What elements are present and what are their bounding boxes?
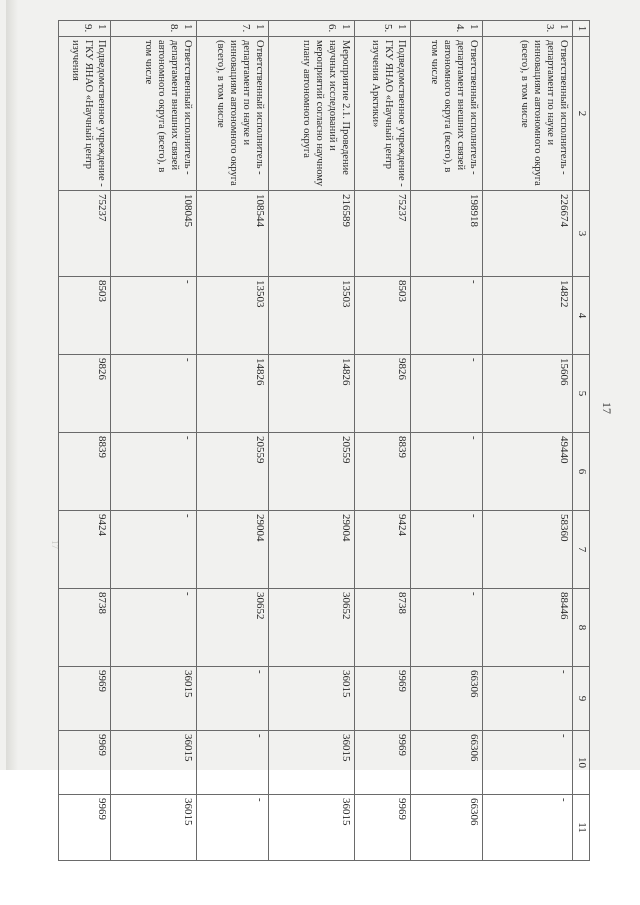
cell-c8: - — [411, 589, 483, 667]
table-row — [483, 21, 573, 861]
cell-c5: 9826 — [355, 355, 411, 433]
cell-c7: 29004 — [197, 511, 269, 589]
cell-c3: 75237 — [59, 191, 111, 277]
col-header: 8 — [573, 589, 590, 667]
row-number: 18. — [111, 21, 197, 37]
rotated-table-frame — [40, 20, 630, 860]
cell-c8: - — [111, 589, 197, 667]
col-header: 5 — [573, 355, 590, 433]
ghost-page-number: 17 — [50, 540, 60, 549]
col-header: 6 — [573, 433, 590, 511]
cell-c8: 30652 — [269, 589, 355, 667]
cell-c10: 9969 — [59, 731, 111, 795]
table-row — [197, 21, 269, 861]
cell-c5: 14826 — [269, 355, 355, 433]
cell-c8: 8738 — [355, 589, 411, 667]
cell-c3: 226674 — [483, 191, 573, 277]
row-description: Ответственный исполнитель - департамент внешних связей автономного округа (всего), в том числе — [111, 37, 197, 191]
cell-c8: 88446 — [483, 589, 573, 667]
col-header: 11 — [573, 795, 590, 861]
cell-c11: 36015 — [111, 795, 197, 861]
cell-c6: 8839 — [355, 433, 411, 511]
cell-c10: - — [483, 731, 573, 795]
col-header: 10 — [573, 731, 590, 795]
cell-c10: - — [197, 731, 269, 795]
cell-c7: 58360 — [483, 511, 573, 589]
table-row — [59, 21, 111, 861]
cell-c4: 13503 — [269, 277, 355, 355]
row-number: 13. — [483, 21, 573, 37]
col-header: 4 — [573, 277, 590, 355]
cell-c9: - — [197, 667, 269, 731]
cell-c10: 36015 — [269, 731, 355, 795]
cell-c10: 36015 — [111, 731, 197, 795]
cell-c3: 198918 — [411, 191, 483, 277]
cell-c6: 20559 — [197, 433, 269, 511]
cell-c8: 8738 — [59, 589, 111, 667]
cell-c8: 30652 — [197, 589, 269, 667]
row-number: 16. — [269, 21, 355, 37]
page-number: 17 — [600, 402, 614, 414]
table-row — [269, 21, 355, 861]
budget-table — [58, 20, 590, 861]
table-row — [355, 21, 411, 861]
cell-c6: - — [411, 433, 483, 511]
cell-c3: 108544 — [197, 191, 269, 277]
col-header: 7 — [573, 511, 590, 589]
cell-c11: - — [197, 795, 269, 861]
cell-c3: 75237 — [355, 191, 411, 277]
cell-c9: 9969 — [59, 667, 111, 731]
row-description: Ответственный исполнитель - департамент по науке и инновациям автономного округа (всего), в том числе — [197, 37, 269, 191]
table-row — [111, 21, 197, 861]
cell-c11: - — [483, 795, 573, 861]
cell-c9: 66306 — [411, 667, 483, 731]
cell-c7: 29004 — [269, 511, 355, 589]
row-number: 14. — [411, 21, 483, 37]
cell-c3: 108045 — [111, 191, 197, 277]
row-description: Мероприятие 2.1. Проведение научных исследований и мероприятий согласно научному плану автономного округа — [269, 37, 355, 191]
cell-c6: - — [111, 433, 197, 511]
header-row — [573, 21, 590, 861]
cell-c6: 20559 — [269, 433, 355, 511]
cell-c5: - — [411, 355, 483, 433]
row-number: 15. — [355, 21, 411, 37]
cell-c5: 9826 — [59, 355, 111, 433]
cell-c5: 15606 — [483, 355, 573, 433]
cell-c7: 9424 — [355, 511, 411, 589]
cell-c6: 8839 — [59, 433, 111, 511]
cell-c10: 66306 — [411, 731, 483, 795]
cell-c10: 9969 — [355, 731, 411, 795]
cell-c11: 36015 — [269, 795, 355, 861]
col-header: 9 — [573, 667, 590, 731]
cell-c11: 9969 — [355, 795, 411, 861]
cell-c4: 14822 — [483, 277, 573, 355]
col-header: 1 — [573, 21, 590, 37]
cell-c5: 14826 — [197, 355, 269, 433]
cell-c7: - — [111, 511, 197, 589]
cell-c11: 66306 — [411, 795, 483, 861]
cell-c9: 36015 — [269, 667, 355, 731]
col-header: 2 — [573, 37, 590, 191]
row-number: 17. — [197, 21, 269, 37]
cell-c7: - — [411, 511, 483, 589]
cell-c4: - — [411, 277, 483, 355]
table-row — [411, 21, 483, 861]
cell-c4: - — [111, 277, 197, 355]
cell-c4: 13503 — [197, 277, 269, 355]
row-description: Ответственный исполнитель - департамент внешних связей автономного округа (всего), в том числе — [411, 37, 483, 191]
row-description: Ответственный исполнитель - департамент по науке и инновациям автономного округа (всего), в том числе — [483, 37, 573, 191]
row-description: Подведомственное учреждение - ГКУ ЯНАО «Научный центр изучения — [59, 37, 111, 191]
col-header: 3 — [573, 191, 590, 277]
cell-c7: 9424 — [59, 511, 111, 589]
cell-c6: 49440 — [483, 433, 573, 511]
cell-c9: 36015 — [111, 667, 197, 731]
cell-c4: 8503 — [355, 277, 411, 355]
cell-c5: - — [111, 355, 197, 433]
row-description: Подведомственное учреждение - ГКУ ЯНАО «Научный центр изучения Арктики» — [355, 37, 411, 191]
cell-c3: 216589 — [269, 191, 355, 277]
cell-c4: 8503 — [59, 277, 111, 355]
cell-c9: 9969 — [355, 667, 411, 731]
scan-edge-shadow — [6, 0, 18, 770]
cell-c11: 9969 — [59, 795, 111, 861]
cell-c9: - — [483, 667, 573, 731]
row-number: 19. — [59, 21, 111, 37]
